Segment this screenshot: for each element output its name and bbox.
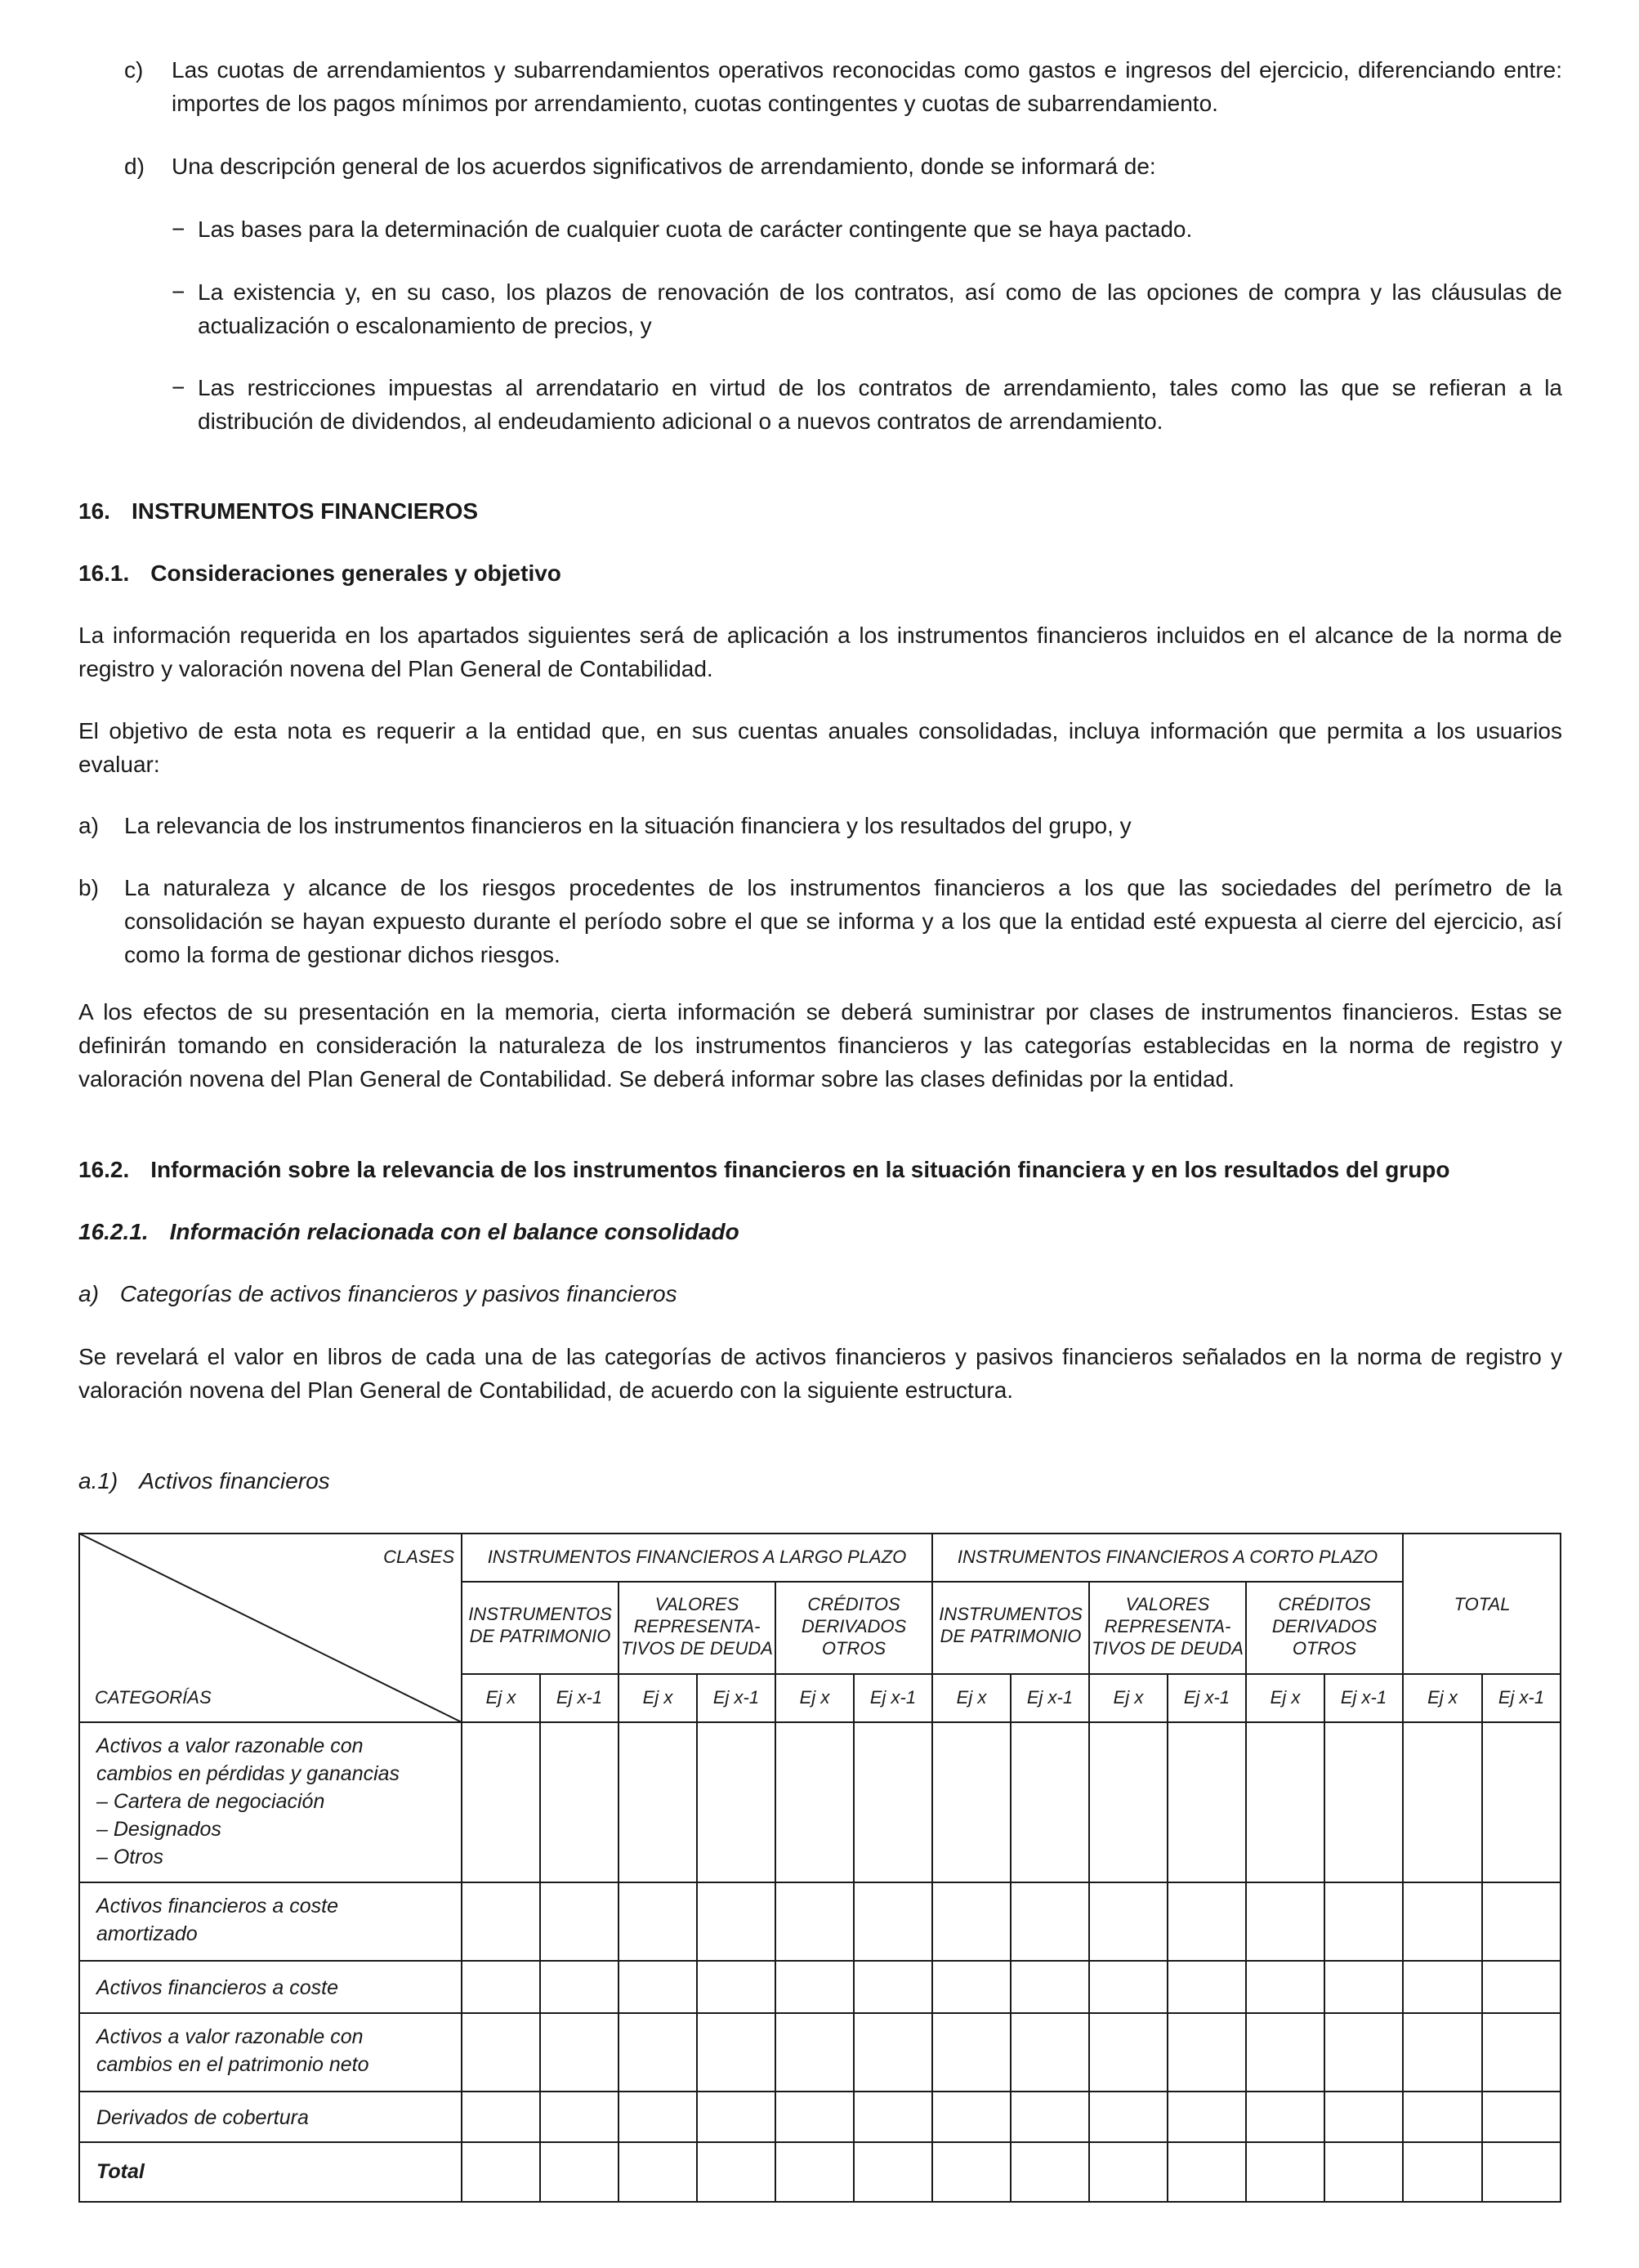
financial-assets-table	[78, 1533, 1561, 2203]
section-heading-16	[78, 494, 478, 528]
year-current: Ej x	[1270, 1687, 1301, 1708]
bullet-dash: −	[172, 279, 185, 305]
header-largo-plazo: INSTRUMENTOS FINANCIEROS A LARGO PLAZO	[487, 1547, 907, 1567]
section-number: 16.	[78, 498, 110, 524]
list-label-a: a)	[78, 813, 99, 838]
subheader-instrumentos-patrimonio: INSTRUMENTOS DE PATRIMONIO	[468, 1604, 612, 1646]
subheading-label: a.1)	[78, 1468, 118, 1493]
header-corto-plazo: INSTRUMENTOS FINANCIEROS A CORTO PLAZO	[957, 1547, 1378, 1567]
section-title: Información relacionada con el balance consolidado	[169, 1219, 739, 1244]
list-item-c: Las cuotas de arrendamientos y subarrendamientos operativos reconocidas como gastos e ingresos del ejercicio, diferenciando entre: importes de los pagos mínimos por arrendamiento, cuotas contingentes y cuotas de subarrendamiento.	[172, 57, 1562, 116]
year-current: Ej x	[799, 1687, 830, 1708]
section-number: 16.1.	[78, 560, 130, 586]
section-title: Consideraciones generales y objetivo	[150, 560, 561, 586]
header-clases: CLASES	[383, 1547, 454, 1567]
year-previous: Ej x-1	[712, 1687, 760, 1708]
paragraph: Se revelará el valor en libros de cada una de las categorías de activos financieros y pasivos financieros señalados en la norma de registro y valoración novena del Plan General de Contabilidad, de acuerdo con la siguiente estructura.	[78, 1344, 1562, 1403]
header-categorias: CATEGORÍAS	[95, 1687, 212, 1708]
paragraph: A los efectos de su presentación en la memoria, cierta información se deberá suministrar por clases de instrumentos financieros. Estas se definirán tomando en consideración la naturaleza de los instrumentos financieros y las categorías establecidas en la norma de registro y valoración novena del Plan General de Contabilidad. Se deberá informar sobre las clases definidas por la entidad.	[78, 999, 1562, 1092]
year-current: Ej x	[1113, 1687, 1144, 1708]
table-row-label: Activos financieros a coste	[96, 1976, 338, 1999]
table-row-label: Activos a valor razonable con cambios en pérdidas y ganancias – Cartera de negociación – Designados – Otros	[96, 1734, 400, 1868]
year-current: Ej x	[1427, 1687, 1458, 1708]
subheader-creditos-derivados: CRÉDITOS DERIVADOS OTROS	[1271, 1594, 1378, 1659]
year-previous: Ej x-1	[1498, 1687, 1545, 1708]
section-number: 16.2.	[78, 1157, 130, 1182]
year-current: Ej x	[485, 1687, 516, 1708]
section-title: INSTRUMENTOS FINANCIEROS	[131, 498, 479, 524]
bullet-item: Las bases para la determinación de cualquier cuota de carácter contingente que se haya pactado.	[198, 217, 1193, 242]
year-previous: Ej x-1	[1026, 1687, 1074, 1708]
section-heading-16-2	[78, 1153, 1450, 1186]
subheader-valores-deuda: VALORES REPRESENTA- TIVOS DE DEUDA	[1092, 1594, 1244, 1659]
subheader-creditos-derivados: CRÉDITOS DERIVADOS OTROS	[801, 1594, 907, 1659]
table-row-label: Derivados de cobertura	[96, 2106, 309, 2129]
year-previous: Ej x-1	[869, 1687, 917, 1708]
paragraph: El objetivo de esta nota es requerir a la entidad que, en sus cuentas anuales consolidadas, incluya información que permita a los usuarios evaluar:	[78, 718, 1562, 777]
bullet-dash: −	[172, 375, 185, 400]
table-row-total: Total	[96, 2160, 145, 2183]
section-heading-16-1	[78, 556, 561, 590]
subheader-instrumentos-patrimonio: INSTRUMENTOS DE PATRIMONIO	[939, 1604, 1083, 1646]
bullet-item: Las restricciones impuestas al arrendatario en virtud de los contratos de arrendamiento, tales como las que se refieran a la distribución de dividendos, al endeudamiento adicional o a nuevos contratos de arrendamiento.	[198, 375, 1562, 434]
section-number: 16.2.1.	[78, 1219, 149, 1244]
subheading-title: Categorías de activos financieros y pasivos financieros	[119, 1281, 677, 1306]
paragraph: La información requerida en los apartados siguientes será de aplicación a los instrumentos financieros incluidos en el alcance de la norma de registro y valoración novena del Plan General de Contabilidad.	[78, 623, 1562, 681]
section-heading-16-2-1	[78, 1215, 739, 1248]
bullet-item: La existencia y, en su caso, los plazos de renovación de los contratos, así como de las opciones de compra y las cláusulas de actualización o escalonamiento de precios, y	[198, 279, 1562, 338]
year-previous: Ej x-1	[1340, 1687, 1387, 1708]
table-row-label: Activos financieros a coste amortizado	[96, 1895, 338, 1945]
bullet-dash: −	[172, 217, 185, 242]
year-current: Ej x	[956, 1687, 987, 1708]
header-total: TOTAL	[1454, 1594, 1511, 1614]
list-label-b: b)	[78, 875, 99, 900]
subheading-title: Activos financieros	[139, 1468, 330, 1493]
subheading-a1	[78, 1464, 330, 1498]
list-item-d: Una descripción general de los acuerdos significativos de arrendamiento, donde se informará de:	[172, 154, 1156, 179]
list-label-c: c)	[124, 57, 144, 83]
year-previous: Ej x-1	[1183, 1687, 1230, 1708]
section-title: Información sobre la relevancia de los instrumentos financieros en la situación financiera y en los resultados del grupo	[150, 1157, 1450, 1182]
subheader-valores-deuda: VALORES REPRESENTA- TIVOS DE DEUDA	[621, 1594, 773, 1659]
list-item-b: La naturaleza y alcance de los riesgos procedentes de los instrumentos financieros a los que las sociedades del perímetro de la consolidación se hayan expuesto durante el período sobre el que se informa y a los que la entidad esté expuesta al cierre del ejercicio, así como la forma de gestionar dichos riesgos.	[124, 875, 1562, 967]
list-item-a: La relevancia de los instrumentos financieros en la situación financiera y los resultados del grupo, y	[124, 813, 1132, 838]
table-row-label: Activos a valor razonable con cambios en el patrimonio neto	[96, 2025, 369, 2076]
list-label-d: d)	[124, 154, 145, 179]
subheading-a	[78, 1277, 677, 1310]
year-previous: Ej x-1	[556, 1687, 603, 1708]
year-current: Ej x	[642, 1687, 673, 1708]
subheading-label: a)	[78, 1281, 99, 1306]
